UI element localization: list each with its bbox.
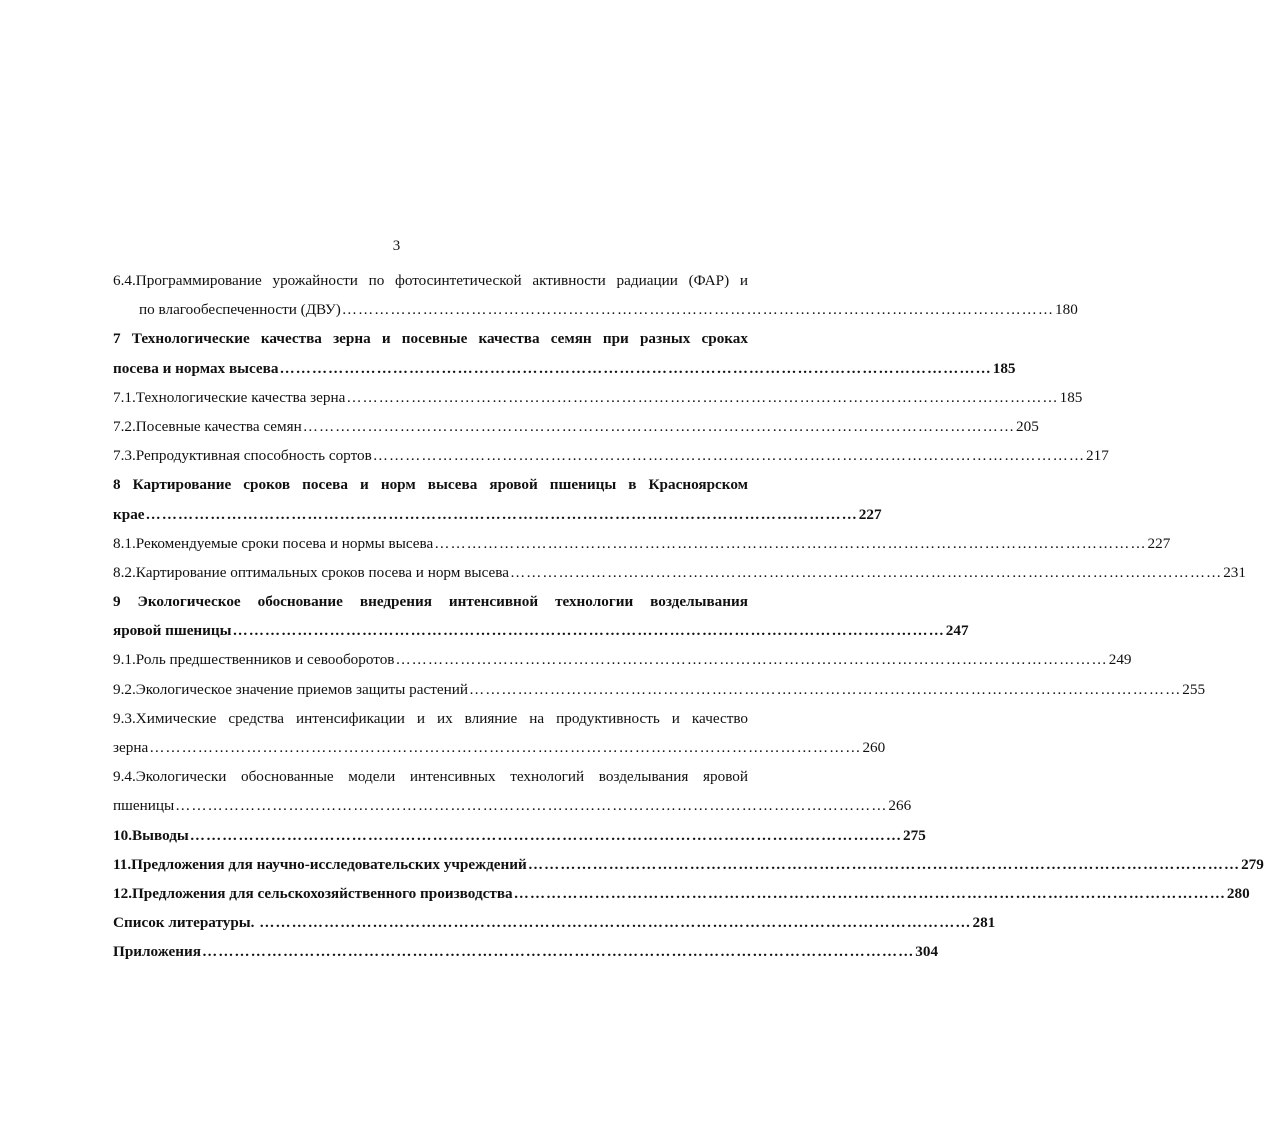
leader-dots: …………………………………………………………………………………………………………………… — [469, 680, 1182, 698]
toc-7-2-title: 7.2.Посевные качества семян — [113, 417, 302, 435]
toc-9-4-line1 — [113, 762, 748, 791]
toc-9-3-title-cont: зерна — [113, 739, 149, 756]
toc-8-page: 227 — [858, 505, 882, 523]
leader-dots: …………………………………………………………………………………………………………………… — [434, 534, 1147, 552]
toc-8-line1 — [113, 470, 748, 499]
toc-7-2-page: 205 — [1016, 417, 1039, 435]
toc-9-4-page: 266 — [888, 797, 912, 815]
toc-11-title: 11.Предложения для научно-исследовательских учреждений — [113, 855, 527, 873]
toc-6-4-line2 — [113, 295, 1078, 324]
toc-9-line1 — [113, 587, 748, 616]
page-number: 3 — [392, 238, 401, 254]
leader-dots: …………………………………………………………………………………………………………………… — [232, 622, 945, 640]
leader-dots: …………………………………………………………………………………………………………………… — [527, 855, 1241, 873]
toc-8-1-page: 227 — [1147, 534, 1171, 552]
leader-dots: …………………………………………………………………………………………………………………… — [513, 884, 1226, 902]
leader-dots: …………………………………………………………………………………………………………………… — [279, 359, 992, 377]
toc-9-line2 — [113, 616, 969, 645]
toc-9-title: 9 Экологическое обоснование внедрения интенсивной технологии возделывания — [113, 593, 748, 611]
leader-dots: …………………………………………………………………………………………………………………… — [259, 914, 972, 932]
toc-7-line1 — [113, 324, 748, 353]
leader-dots: …………………………………………………………………………………………………………………… — [302, 417, 1015, 435]
toc-7-2 — [113, 412, 1039, 441]
toc-8-2 — [113, 558, 1246, 587]
toc-9-2-title: 9.2.Экологическое значение приемов защиты растений — [113, 680, 468, 698]
leader-dots: …………………………………………………………………………………………………………………… — [149, 739, 862, 756]
toc-6-4-title: 6.4.Программирование урожайности по фотосинтетической активности радиации (ФАР) и — [113, 272, 748, 289]
toc-9-title-cont: яровой пшеницы — [113, 622, 232, 640]
leader-dots: …………………………………………………………………………………………………………………… — [341, 301, 1055, 319]
toc-7-1-title: 7.1.Технологические качества зерна — [113, 388, 346, 406]
leader-dots: …………………………………………………………………………………………………………………… — [509, 563, 1223, 581]
toc-9-3-page: 260 — [862, 739, 886, 756]
toc-7-3-page: 217 — [1086, 447, 1109, 465]
toc-9-4-title-cont: пшеницы — [113, 797, 175, 815]
leader-dots: …………………………………………………………………………………………………………………… — [189, 826, 903, 844]
toc-6-4-line1 — [113, 266, 748, 295]
toc-6-4-title-cont: по влагообеспеченности (ДВУ) — [139, 301, 341, 319]
toc-7-1 — [113, 383, 1083, 412]
toc-9-page: 247 — [945, 622, 969, 640]
toc-10-page: 275 — [903, 826, 926, 844]
toc-8-title-cont: крае — [113, 505, 145, 523]
toc-9-3-line1 — [113, 704, 748, 733]
toc-10 — [113, 821, 926, 850]
toc-literature — [113, 908, 996, 937]
toc-9-3-title: 9.3.Химические средства интенсификации и их влияние на продуктивность и качество — [113, 709, 748, 727]
toc-7-3 — [113, 441, 1109, 470]
leader-dots: …………………………………………………………………………………………………………………… — [145, 505, 858, 523]
toc-12 — [113, 879, 1250, 908]
leader-dots: …………………………………………………………………………………………………………………… — [202, 943, 915, 961]
toc-7-page: 185 — [992, 359, 1016, 377]
toc-6-4-page: 180 — [1055, 301, 1078, 319]
toc-appendices-title: Приложения — [113, 943, 202, 961]
toc-7-line2 — [113, 354, 1016, 383]
toc-9-4-title: 9.4.Экологически обоснованные модели интенсивных технологий возделывания яровой — [113, 768, 748, 786]
toc-9-4-line2 — [113, 791, 912, 820]
toc-7-title: 7 Технологические качества зерна и посевные качества семян при разных сроках — [113, 330, 748, 348]
toc-9-3-line2 — [113, 733, 886, 762]
toc-8-title: 8 Картирование сроков посева и норм высева яровой пшеницы в Красноярском — [113, 476, 748, 494]
toc-8-1 — [113, 529, 1171, 558]
toc-appendices — [113, 937, 939, 966]
toc-11-page: 279 — [1241, 855, 1264, 873]
leader-dots: …………………………………………………………………………………………………………………… — [175, 797, 888, 815]
toc-9-2-page: 255 — [1182, 680, 1206, 698]
table-of-contents — [113, 266, 1264, 967]
toc-12-page: 280 — [1226, 884, 1250, 902]
toc-8-2-page: 231 — [1223, 563, 1246, 581]
toc-literature-title: Список литературы. — [113, 914, 259, 932]
toc-9-2 — [113, 675, 1206, 704]
toc-8-1-title: 8.1.Рекомендуемые сроки посева и нормы высева — [113, 534, 434, 552]
toc-10-title: 10.Выводы — [113, 826, 189, 844]
leader-dots: …………………………………………………………………………………………………………………… — [395, 651, 1108, 669]
toc-12-title: 12.Предложения для сельскохозяйственного производства — [113, 884, 513, 902]
leader-dots: …………………………………………………………………………………………………………………… — [372, 447, 1086, 465]
toc-8-line2 — [113, 500, 882, 529]
toc-9-1-title: 9.1.Роль предшественников и севооборотов — [113, 651, 395, 669]
toc-appendices-page: 304 — [915, 943, 939, 961]
toc-7-title-cont: посева и нормах высева — [113, 359, 279, 377]
leader-dots: …………………………………………………………………………………………………………………… — [346, 388, 1059, 406]
toc-11 — [113, 850, 1264, 879]
toc-literature-page: 281 — [972, 914, 996, 932]
toc-9-1-page: 249 — [1108, 651, 1132, 669]
toc-7-1-page: 185 — [1059, 388, 1083, 406]
toc-8-2-title: 8.2.Картирование оптимальных сроков посева и норм высева — [113, 563, 509, 581]
toc-9-1 — [113, 645, 1132, 674]
toc-7-3-title: 7.3.Репродуктивная способность сортов — [113, 447, 372, 465]
